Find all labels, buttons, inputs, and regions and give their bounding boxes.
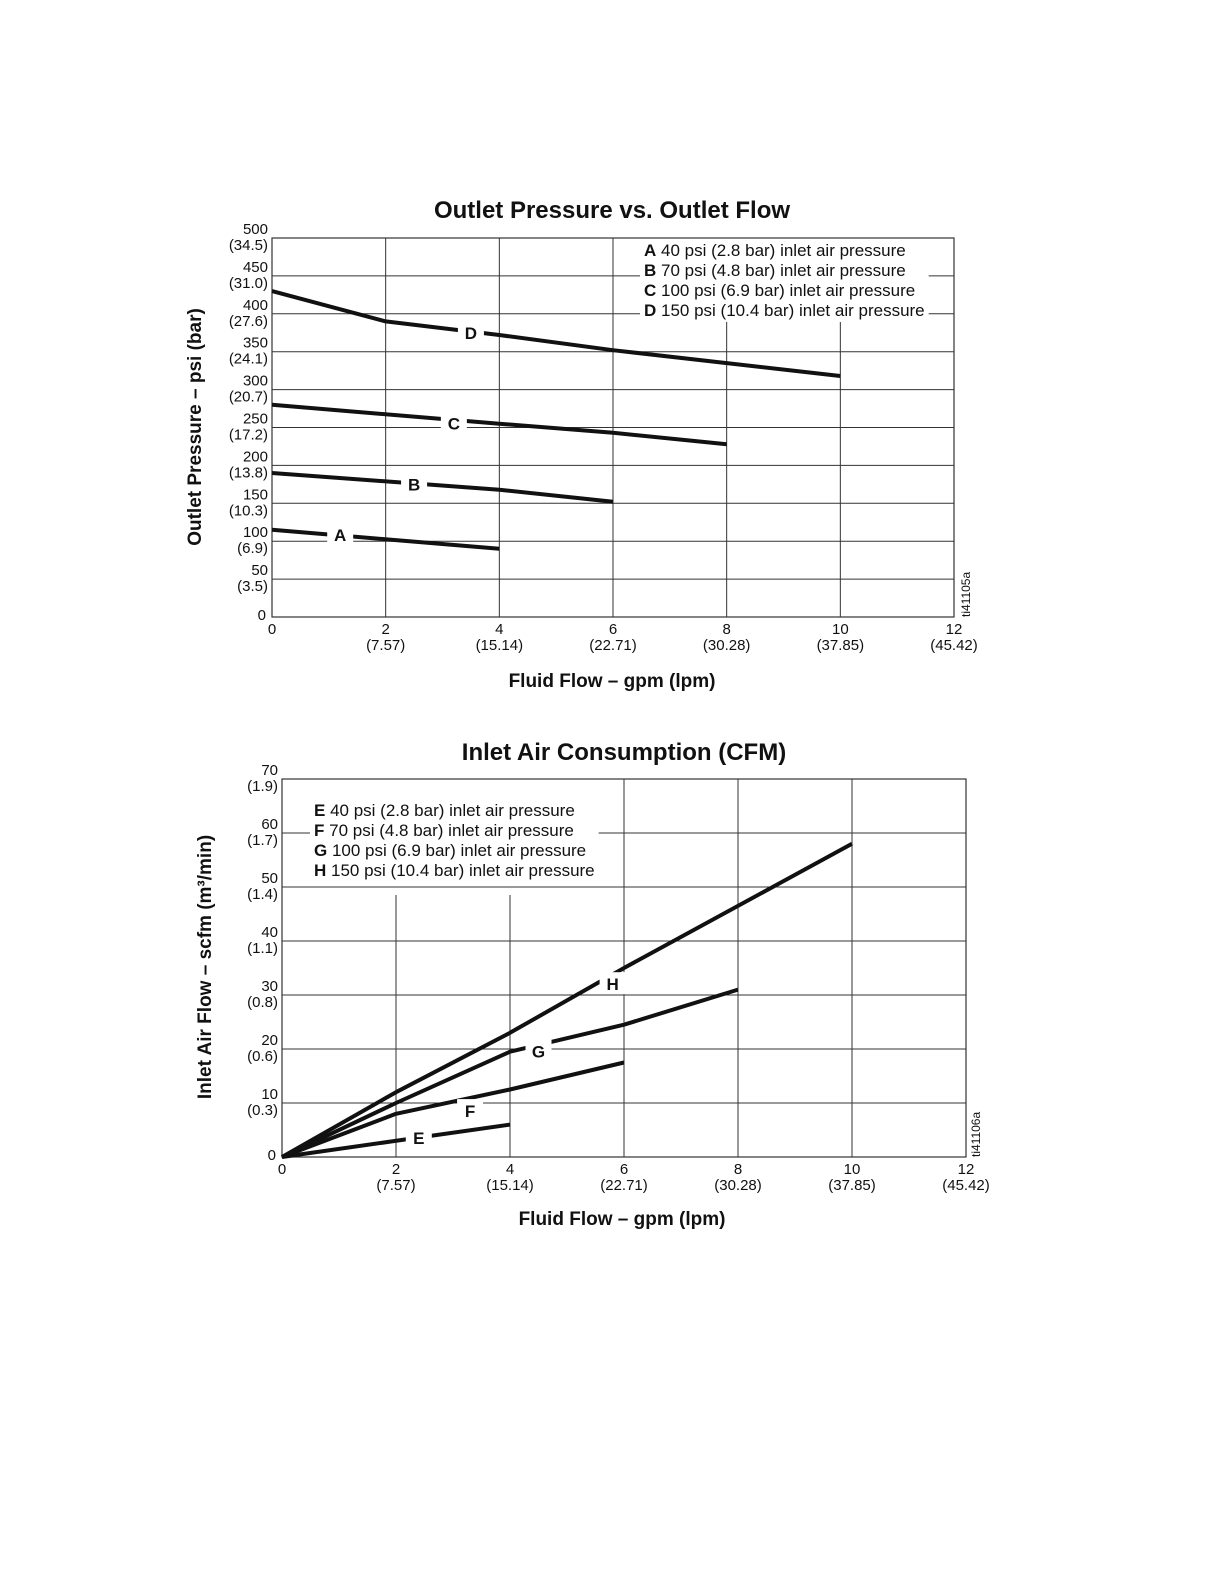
series-line — [272, 473, 613, 502]
x-tick-label: 8 — [733, 1161, 743, 1178]
x-tick-label: 0 — [277, 1161, 287, 1178]
legend-entry — [314, 801, 575, 820]
y-tick-sublabel: (13.8) — [228, 464, 268, 482]
series-label: A — [334, 526, 347, 546]
legend-entry-text: 70 psi (4.8 bar) inlet air pressure — [324, 821, 574, 840]
y-tick-label: 50 — [251, 562, 268, 580]
y-tick-sublabel: (10.3) — [228, 502, 268, 520]
y-tick-label: 400 — [242, 296, 268, 314]
x-tick-label: 2 — [391, 1161, 401, 1178]
legend-entry-key: F — [314, 821, 325, 840]
legend-entry-text: 100 psi (6.9 bar) inlet air pressure — [656, 281, 916, 300]
legend-entry-text: 150 psi (10.4 bar) inlet air pressure — [326, 861, 595, 880]
y-tick-label: 100 — [242, 524, 268, 542]
y-tick-label: 300 — [242, 372, 268, 390]
y-tick-sublabel: (27.6) — [228, 312, 268, 330]
x-tick-sublabel: (22.71) — [600, 1177, 648, 1194]
x-tick-label: 0 — [267, 621, 277, 638]
x-tick-sublabel: (7.57) — [376, 1177, 416, 1194]
legend-entry-key: C — [644, 281, 657, 300]
series-label: G — [531, 1042, 546, 1062]
y-tick-sublabel: (24.1) — [228, 350, 268, 368]
legend-entry — [644, 281, 915, 300]
x-axis-title: Fluid Flow – gpm (lpm) — [508, 671, 716, 692]
y-tick-label: 250 — [242, 410, 268, 428]
series-h — [282, 844, 852, 1157]
x-tick-sublabel: (7.57) — [366, 637, 406, 654]
y-tick-label: 10 — [261, 1086, 278, 1103]
legend-entry-key: A — [644, 241, 657, 260]
y-tick-label: 450 — [242, 258, 268, 276]
legend-entry-key: B — [644, 261, 657, 280]
x-tick-label: 4 — [505, 1161, 515, 1178]
y-tick-sublabel: (34.5) — [228, 237, 268, 254]
legend-entry — [644, 301, 925, 320]
y-tick-sublabel: (17.2) — [228, 426, 268, 444]
y-tick-sublabel: (1.1) — [247, 940, 278, 957]
series-label: H — [606, 975, 619, 995]
x-tick-label: 4 — [495, 621, 504, 638]
x-tick-sublabel: (45.42) — [942, 1177, 990, 1194]
y-tick-sublabel: (0.6) — [247, 1048, 278, 1065]
x-tick-label: 12 — [957, 1161, 975, 1178]
legend-entry — [644, 241, 906, 260]
y-tick-label: 20 — [261, 1032, 278, 1049]
y-tick-label: 50 — [261, 870, 278, 887]
y-tick-sublabel: (1.9) — [247, 778, 278, 795]
legend — [310, 799, 599, 882]
x-tick-sublabel: (45.42) — [930, 637, 978, 654]
figure-id: ti41106a — [969, 1111, 983, 1157]
y-tick-sublabel: (3.5) — [237, 578, 268, 596]
y-axis-title: Inlet Air Flow – scfm (m³/min) — [195, 834, 216, 1100]
legend-entry-key: E — [314, 801, 326, 820]
x-tick-label: 10 — [843, 1161, 861, 1178]
x-tick-label: 6 — [619, 1161, 629, 1178]
y-tick-label: 200 — [242, 448, 268, 466]
outlet-pressure-chart-svg — [0, 180, 1224, 710]
x-tick-label: 8 — [722, 621, 731, 638]
y-tick-label: 70 — [261, 762, 278, 779]
y-tick-label: 500 — [242, 221, 268, 238]
y-tick-sublabel: (20.7) — [228, 388, 268, 406]
inlet-air-consumption-chart-svg — [0, 725, 1224, 1245]
legend — [640, 239, 929, 322]
legend-entry — [314, 861, 595, 880]
x-tick-sublabel: (30.28) — [702, 637, 751, 654]
series-b — [272, 472, 613, 501]
inlet-air-consumption-chart — [0, 725, 1224, 1245]
legend-entry-text: 100 psi (6.9 bar) inlet air pressure — [327, 841, 587, 860]
x-tick-sublabel: (15.14) — [486, 1177, 534, 1194]
legend-entry-key: D — [644, 301, 657, 320]
y-tick-sublabel: (1.4) — [247, 886, 278, 903]
y-tick-label: 40 — [261, 924, 278, 941]
y-tick-label: 150 — [242, 486, 268, 504]
legend-entry — [644, 261, 906, 280]
legend-entry — [314, 841, 586, 860]
legend-entry-key: G — [314, 841, 328, 860]
x-tick-label: 2 — [381, 621, 390, 638]
y-tick-label: 350 — [242, 334, 268, 352]
y-tick-sublabel: (0.3) — [247, 1102, 278, 1119]
legend-entry-text: 40 psi (2.8 bar) inlet air pressure — [656, 241, 906, 260]
legend-entry-text: 70 psi (4.8 bar) inlet air pressure — [656, 261, 906, 280]
x-tick-sublabel: (15.14) — [475, 637, 524, 654]
y-tick-label: 30 — [261, 978, 278, 995]
x-tick-label: 6 — [608, 621, 618, 638]
y-tick-sublabel: (31.0) — [228, 274, 268, 292]
legend-entry-text: 150 psi (10.4 bar) inlet air pressure — [656, 301, 925, 320]
x-tick-sublabel: (30.28) — [714, 1177, 762, 1194]
series-label: E — [413, 1129, 425, 1149]
x-axis-title: Fluid Flow – gpm (lpm) — [518, 1209, 726, 1230]
legend-entry-key: H — [314, 861, 327, 880]
series-label: B — [407, 475, 421, 495]
y-tick-sublabel: (6.9) — [237, 540, 268, 558]
y-axis-title: Outlet Pressure – psi (bar) — [185, 308, 206, 546]
y-tick-sublabel: (0.8) — [247, 994, 278, 1011]
legend-entry-text: 40 psi (2.8 bar) inlet air pressure — [325, 801, 575, 820]
chart-title: Inlet Air Consumption (CFM) — [461, 739, 787, 766]
chart-title: Outlet Pressure vs. Outlet Flow — [433, 197, 791, 224]
y-tick-sublabel: (1.7) — [247, 832, 278, 849]
x-tick-label: 12 — [945, 621, 963, 638]
x-tick-sublabel: (37.85) — [828, 1177, 876, 1194]
series-label: F — [464, 1102, 476, 1122]
y-tick-label: 0 — [267, 1147, 276, 1164]
y-tick-label: 60 — [261, 816, 278, 833]
y-tick-label: 0 — [257, 607, 266, 624]
outlet-pressure-chart — [0, 180, 1224, 710]
series-label: C — [447, 414, 461, 434]
x-tick-sublabel: (22.71) — [589, 637, 637, 654]
series-line — [282, 844, 852, 1157]
legend-entry — [314, 821, 574, 840]
figure-id: ti41105a — [959, 571, 973, 617]
series-label: D — [464, 323, 478, 343]
x-tick-label: 10 — [831, 621, 849, 638]
x-tick-sublabel: (37.85) — [816, 637, 865, 654]
